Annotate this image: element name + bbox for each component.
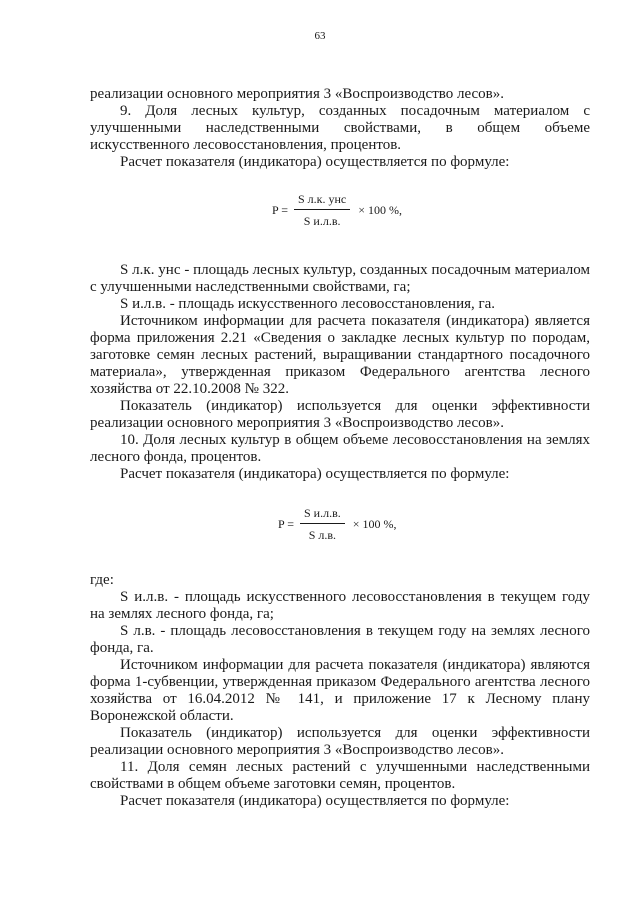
paragraph-formula-intro-3: Расчет показателя (индикатора) осуществляется по формуле:	[120, 793, 510, 809]
paragraph-definition-s-lv: S л.в. - площадь лесовосстановления в текущем году на землях лесного фонда, га.	[90, 623, 590, 656]
text-block-bottom	[90, 572, 590, 810]
paragraph-source-1: Источником информации для расчета показателя (индикатора) является форма приложения 2.21 «Сведения о закладке лесных культур по породам, заготовке семян лесных растений, выращивании стандартного посадочного материала», утвержденная приказом Федерального агентства лесного хозяйства от 22.10.2008 № 322.	[90, 313, 590, 397]
formula-2-fraction	[300, 506, 345, 542]
paragraph-where: где:	[90, 572, 114, 588]
formula-2-denominator: S л.в.	[308, 528, 337, 542]
paragraph-item-10: 10. Доля лесных культур в общем объеме лесовосстановления на землях лесного фонда, процентов.	[90, 432, 590, 465]
formula-1-numerator: S л.к. унс	[294, 192, 350, 210]
paragraph-item-9-end: искусственного лесовосстановления, процентов.	[90, 137, 402, 153]
formula-2-lhs: P =	[278, 517, 294, 531]
formula-1	[272, 192, 402, 228]
paragraph-definition-s-ilv: S и.л.в. - площадь искусственного лесовосстановления, га.	[120, 296, 496, 312]
paragraph-usage-1: Показатель (индикатор) используется для оценки эффективности реализации основного мероприятия 3 «Воспроизводство лесов».	[90, 398, 590, 431]
text-block-middle	[90, 262, 590, 483]
page-number: 63	[314, 30, 326, 42]
paragraph-formula-intro-2: Расчет показателя (индикатора) осуществляется по формуле:	[120, 466, 510, 482]
formula-2-rhs: × 100 %,	[352, 517, 397, 531]
formula-1-lhs: P =	[272, 203, 288, 217]
formula-1-fraction	[294, 192, 350, 228]
paragraph-item-9: 9. Доля лесных культур, созданных посадочным материалом с улучшенными наследственными свойствами, в общем объеме	[90, 103, 590, 136]
formula-1-rhs: × 100 %,	[358, 203, 403, 217]
text-block-top	[90, 86, 590, 171]
paragraph-usage-2: Показатель (индикатор) используется для оценки эффективности реализации основного мероприятия 3 «Воспроизводство лесов».	[90, 725, 590, 758]
paragraph-definition-s-lk-uns: S л.к. унс - площадь лесных культур, созданных посадочным материалом с улучшенными наследственными свойствами, га;	[90, 262, 590, 295]
paragraph-continuation: реализации основного мероприятия 3 «Воспроизводство лесов».	[90, 86, 504, 102]
formula-2-numerator: S и.л.в.	[300, 506, 345, 524]
paragraph-source-2: Источником информации для расчета показателя (индикатора) являются форма 1-субвенции, утвержденная приказом Федерального агентства лесного хозяйства от 16.04.2012 № 141, и приложение 17 к Лесному плану Воронежской области.	[90, 657, 590, 724]
paragraph-formula-intro-1: Расчет показателя (индикатора) осуществляется по формуле:	[120, 154, 510, 170]
paragraph-item-11: 11. Доля семян лесных растений с улучшенными наследственными свойствами в общем объеме заготовки семян, процентов.	[90, 759, 590, 792]
formula-1-denominator: S и.л.в.	[303, 214, 341, 228]
paragraph-definition-s-ilv-2: S и.л.в. - площадь искусственного лесовосстановления в текущем году на землях лесного фонда, га;	[90, 589, 590, 622]
formula-2	[278, 506, 397, 542]
